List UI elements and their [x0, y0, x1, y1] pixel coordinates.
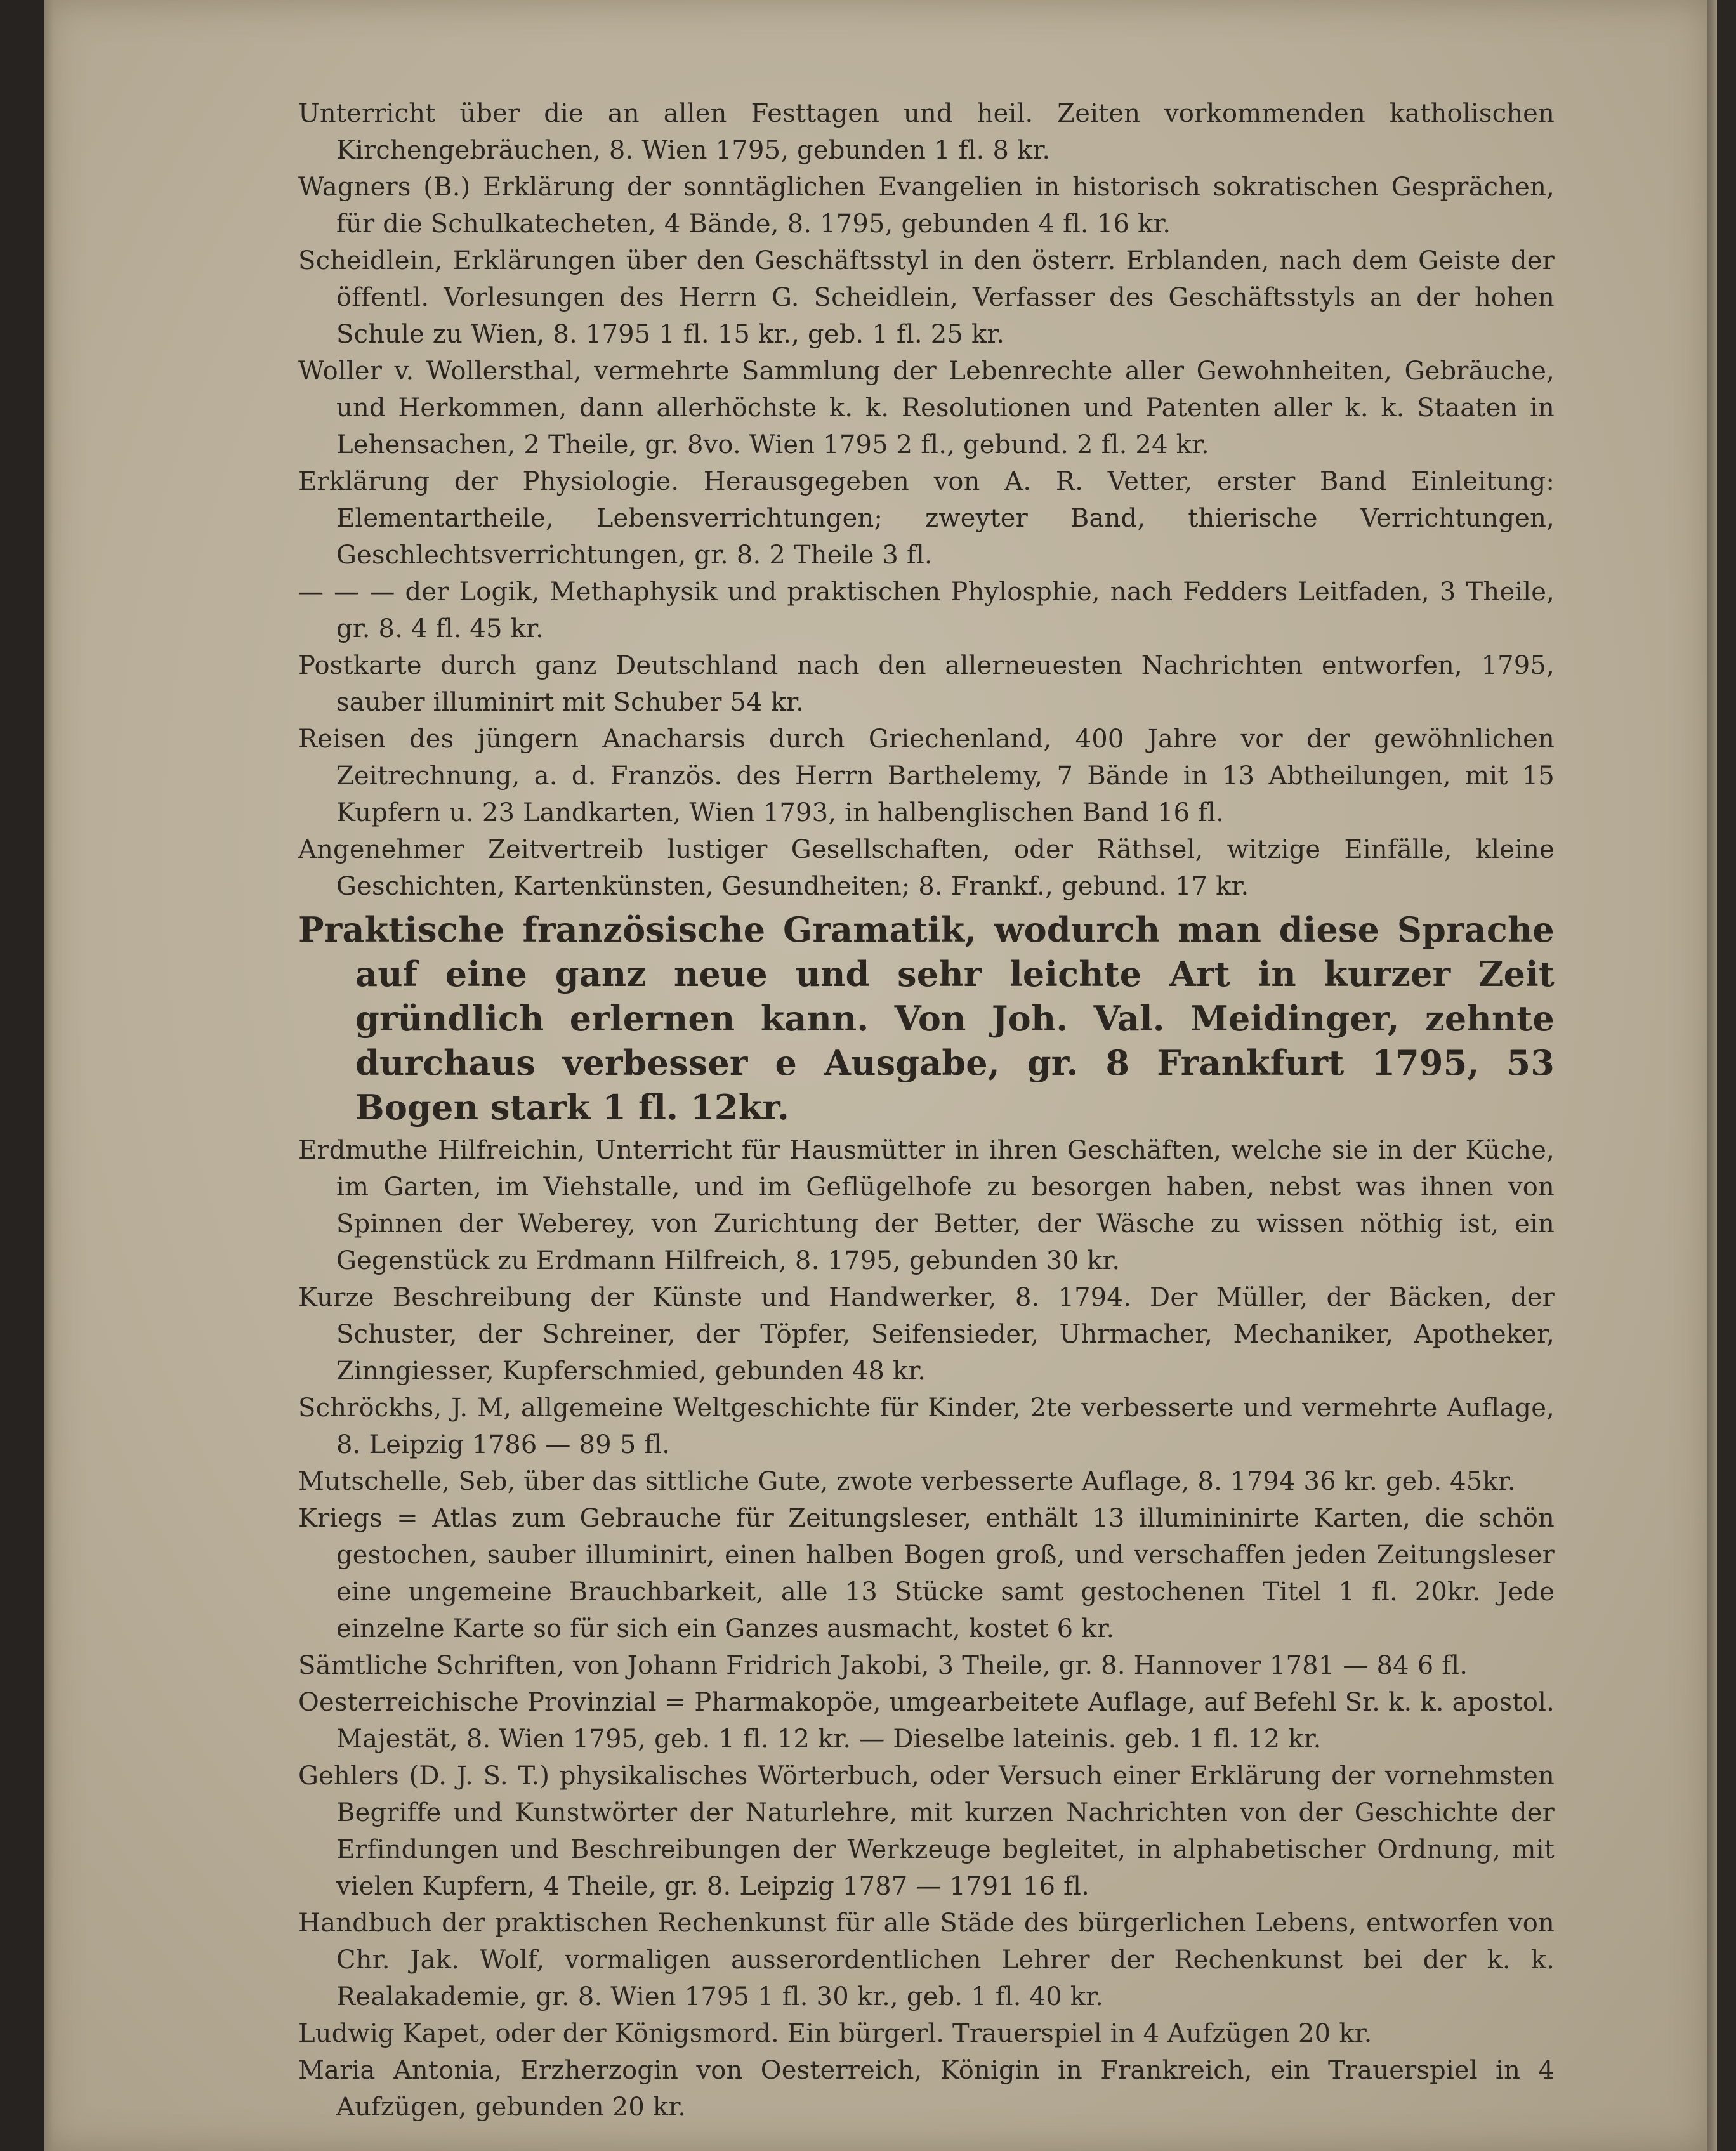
book-entry: Erdmuthe Hilfreichin, Unterricht für Hausmütter in ihren Geschäften, welche sie in der Küche, im Garten, im Viehstalle, und im Geflügelhofe zu besorgen haben, nebst was ihnen von Spinnen der Weberey, von Zurichtung der Better, der Wäsche zu wissen nöthig ist, ein Gegenstück zu Erdmann Hilfreich, 8. 1795, gebunden 30 kr. [298, 1136, 1555, 1275]
book-entry: Wagners (B.) Erklärung der sonntäglichen Evangelien in historisch sokratischen Gesprächen, für die Schulkatecheten, 4 Bände, 8. 1795, gebunden 4 fl. 16 kr. [298, 173, 1555, 239]
book-entry-featured: Praktische französische Gramatik, wodurch man diese Sprache auf eine ganz neue und sehr leichte Art in kurzer Zeit gründlich erlernen kann. Von Joh. Val. Meidinger, zehnte durchaus verbesser e Ausgabe, gr. 8 Frankfurt 1795, 53 Bogen stark 1 fl. 12kr. [298, 909, 1555, 1128]
book-entry: Postkarte durch ganz Deutschland nach den allerneuesten Nachrichten entworfen, 1795, sauber illuminirt mit Schuber 54 kr. [298, 651, 1555, 717]
page-fold [1707, 0, 1717, 2151]
book-entry: Ludwig Kapet, oder der Königsmord. Ein bürgerl. Trauerspiel in 4 Aufzügen 20 kr. [298, 2019, 1372, 2048]
page-right-edge [1717, 0, 1736, 2151]
page-left-edge [44, 0, 53, 2151]
book-listing [298, 95, 1555, 2126]
book-entry: Unterricht über die an allen Festtagen und heil. Zeiten vorkommenden katholischen Kirchengebräuchen, 8. Wien 1795, gebunden 1 fl. 8 kr. [298, 99, 1555, 165]
book-entry: Handbuch der praktischen Rechenkunst für alle Städe des bürgerlichen Lebens, entworfen von Chr. Jak. Wolf, vormaligen ausserordentlichen Lehrer der Rechenkunst bei der k. k. Realakademie, gr. 8. Wien 1795 1 fl. 30 kr., geb. 1 fl. 40 kr. [298, 1909, 1555, 2011]
book-entry: Gehlers (D. J. S. T.) physikalisches Wörterbuch, oder Versuch einer Erklärung der vornehmsten Begriffe und Kunstwörter der Naturlehre, mit kurzen Nachrichten von der Geschichte der Erfindungen und Beschreibungen der Werkzeuge begleitet, in alphabetischer Ordnung, mit vielen Kupfern, 4 Theile, gr. 8. Leipzig 1787 — 1791 16 fl. [298, 1761, 1555, 1901]
book-entry: Mutschelle, Seb, über das sittliche Gute, zwote verbesserte Auflage, 8. 1794 36 kr. geb. 45kr. [298, 1467, 1516, 1496]
book-entry: Angenehmer Zeitvertreib lustiger Gesellschaften, oder Räthsel, witzige Einfälle, kleine Geschichten, Kartenkünsten, Gesundheiten; 8. Frankf., gebund. 17 kr. [298, 835, 1555, 901]
book-entry: Sämtliche Schriften, von Johann Fridrich Jakobi, 3 Theile, gr. 8. Hannover 1781 — 84 6 fl. [298, 1651, 1468, 1680]
book-entry: Erklärung der Physiologie. Herausgegeben von A. R. Vetter, erster Band Einleitung: Elementartheile, Lebensverrichtungen; zweyter Band, thierische Verrichtungen, Geschlechtsverrichtungen, gr. 8. 2 Theile 3 fl. [298, 467, 1555, 570]
book-entry: Oesterreichische Provinzial = Pharmakopöe, umgearbeitete Auflage, auf Befehl Sr. k. k. apostol. Majestät, 8. Wien 1795, geb. 1 fl. 12 kr. — Dieselbe lateinis. geb. 1 fl. 12 kr. [298, 1688, 1555, 1754]
book-entry: Woller v. Wollersthal, vermehrte Sammlung der Lebenrechte aller Gewohnheiten, Gebräuche, und Herkommen, dann allerhöchste k. k. Resolutionen und Patenten aller k. k. Staaten in Lehensachen, 2 Theile, gr. 8vo. Wien 1795 2 fl., gebund. 2 fl. 24 kr. [298, 357, 1555, 459]
book-entry: Reisen des jüngern Anacharsis durch Griechenland, 400 Jahre vor der gewöhnlichen Zeitrechnung, a. d. Französ. des Herrn Barthelemy, 7 Bände in 13 Abtheilungen, mit 15 Kupfern u. 23 Landkarten, Wien 1793, in halbenglischen Band 16 fl. [298, 725, 1555, 827]
book-entry: Kurze Beschreibung der Künste und Handwerker, 8. 1794. Der Müller, der Bäcken, der Schuster, der Schreiner, der Töpfer, Seifensieder, Uhrmacher, Mechaniker, Apotheker, Zinngiesser, Kupferschmied, gebunden 48 kr. [298, 1283, 1555, 1386]
book-entry: Schröckhs, J. M, allgemeine Weltgeschichte für Kinder, 2te verbesserte und vermehrte Auflage, 8. Leipzig 1786 — 89 5 fl. [298, 1393, 1555, 1459]
book-entry: Scheidlein, Erklärungen über den Geschäftsstyl in den österr. Erblanden, nach dem Geiste der öffentl. Vorlesungen des Herrn G. Scheidlein, Verfasser des Geschäftsstyls an der hohen Schule zu Wien, 8. 1795 1 fl. 15 kr., geb. 1 fl. 25 kr. [298, 246, 1555, 349]
book-entry: — — — der Logik, Methaphysik und praktischen Phylosphie, nach Fedders Leitfaden, 3 Theile, gr. 8. 4 fl. 45 kr. [298, 577, 1555, 643]
book-entry: Kriegs = Atlas zum Gebrauche für Zeitungsleser, enthält 13 illumininirte Karten, die schön gestochen, sauber illuminirt, einen halben Bogen groß, und verschaffen jeden Zeitungsleser eine ungemeine Brauchbarkeit, alle 13 Stücke samt gestochenen Titel 1 fl. 20kr. Jede einzelne Karte so für sich ein Ganzes ausmacht, kostet 6 kr. [298, 1504, 1555, 1643]
book-entry: Maria Antonia, Erzherzogin von Oesterreich, Königin in Frankreich, ein Trauerspiel in 4 Aufzügen, gebunden 20 kr. [298, 2056, 1555, 2122]
